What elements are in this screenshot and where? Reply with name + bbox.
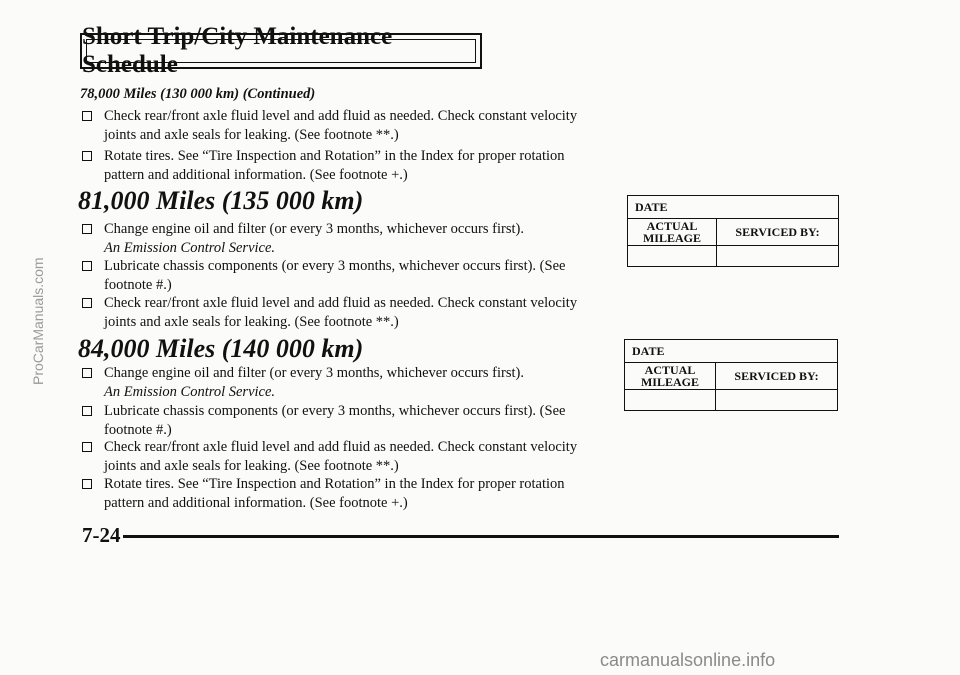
date-cell[interactable]: DATE bbox=[628, 196, 839, 219]
checkbox-icon[interactable] bbox=[82, 111, 92, 121]
side-watermark: ProCarManuals.com bbox=[30, 257, 46, 385]
checkbox-icon[interactable] bbox=[82, 368, 92, 378]
list-item bbox=[82, 257, 602, 295]
checkbox-icon[interactable] bbox=[82, 298, 92, 308]
actual-mileage-header: ACTUAL MILEAGE bbox=[628, 219, 717, 246]
continued-heading: 78,000 Miles (130 000 km) (Continued) bbox=[80, 86, 316, 102]
checkbox-icon[interactable] bbox=[82, 224, 92, 234]
item-subtext: An Emission Control Service. bbox=[104, 240, 276, 256]
list-item bbox=[82, 147, 602, 185]
item-text: Check rear/front axle fluid level and add fluid as needed. Check constant velocity joints and axle seals for leaking. (See footnote **.) bbox=[104, 295, 578, 330]
item-text: Lubricate chassis components (or every 3 months, whichever occurs first). (See footnote #.) bbox=[104, 258, 566, 293]
serviced-by-header: SERVICED BY: bbox=[717, 219, 839, 246]
title-box bbox=[80, 23, 482, 78]
list-item bbox=[82, 294, 602, 332]
service-log-table bbox=[624, 339, 838, 411]
item-text: Check rear/front axle fluid level and add fluid as needed. Check constant velocity joints and axle seals for leaking. (See footnote **.) bbox=[104, 439, 578, 474]
section-heading: 81,000 Miles (135 000 km) bbox=[78, 186, 364, 215]
item-subtext: An Emission Control Service. bbox=[104, 384, 276, 400]
page-number: 7-24 bbox=[82, 523, 121, 547]
serviced-by-entry-cell[interactable] bbox=[717, 246, 839, 267]
mileage-entry-cell[interactable] bbox=[625, 390, 716, 411]
list-item bbox=[82, 364, 602, 402]
item-text: Check rear/front axle fluid level and add fluid as needed. Check constant velocity joints and axle seals for leaking. (See footnote **.) bbox=[104, 108, 578, 143]
checkbox-icon[interactable] bbox=[82, 479, 92, 489]
date-cell[interactable]: DATE bbox=[625, 340, 838, 363]
checkbox-icon[interactable] bbox=[82, 261, 92, 271]
list-item bbox=[82, 402, 602, 440]
checkbox-icon[interactable] bbox=[82, 151, 92, 161]
list-item bbox=[82, 475, 602, 513]
item-text: Rotate tires. See “Tire Inspection and Rotation” in the Index for proper rotation pattern and additional information. (See footnote +.) bbox=[104, 148, 565, 183]
item-text: Change engine oil and filter (or every 3 months, whichever occurs first). bbox=[104, 221, 524, 237]
footer-rule bbox=[123, 535, 839, 538]
checkbox-icon[interactable] bbox=[82, 442, 92, 452]
section-heading: 84,000 Miles (140 000 km) bbox=[78, 334, 364, 363]
item-text: Rotate tires. See “Tire Inspection and Rotation” in the Index for proper rotation pattern and additional information. (See footnote +.) bbox=[104, 476, 565, 511]
actual-mileage-header: ACTUAL MILEAGE bbox=[625, 363, 716, 390]
footer-watermark: carmanualsonline.info bbox=[600, 650, 776, 670]
list-item bbox=[82, 220, 602, 258]
list-item bbox=[82, 438, 602, 476]
item-text: Change engine oil and filter (or every 3 months, whichever occurs first). bbox=[104, 365, 524, 381]
item-text: Lubricate chassis components (or every 3 months, whichever occurs first). (See footnote #.) bbox=[104, 403, 566, 438]
list-item bbox=[82, 107, 602, 145]
mileage-entry-cell[interactable] bbox=[628, 246, 717, 267]
serviced-by-header: SERVICED BY: bbox=[716, 363, 838, 390]
serviced-by-entry-cell[interactable] bbox=[716, 390, 838, 411]
checkbox-icon[interactable] bbox=[82, 406, 92, 416]
service-log-table bbox=[627, 195, 839, 267]
page-title: Short Trip/City Maintenance Schedule bbox=[82, 23, 393, 78]
